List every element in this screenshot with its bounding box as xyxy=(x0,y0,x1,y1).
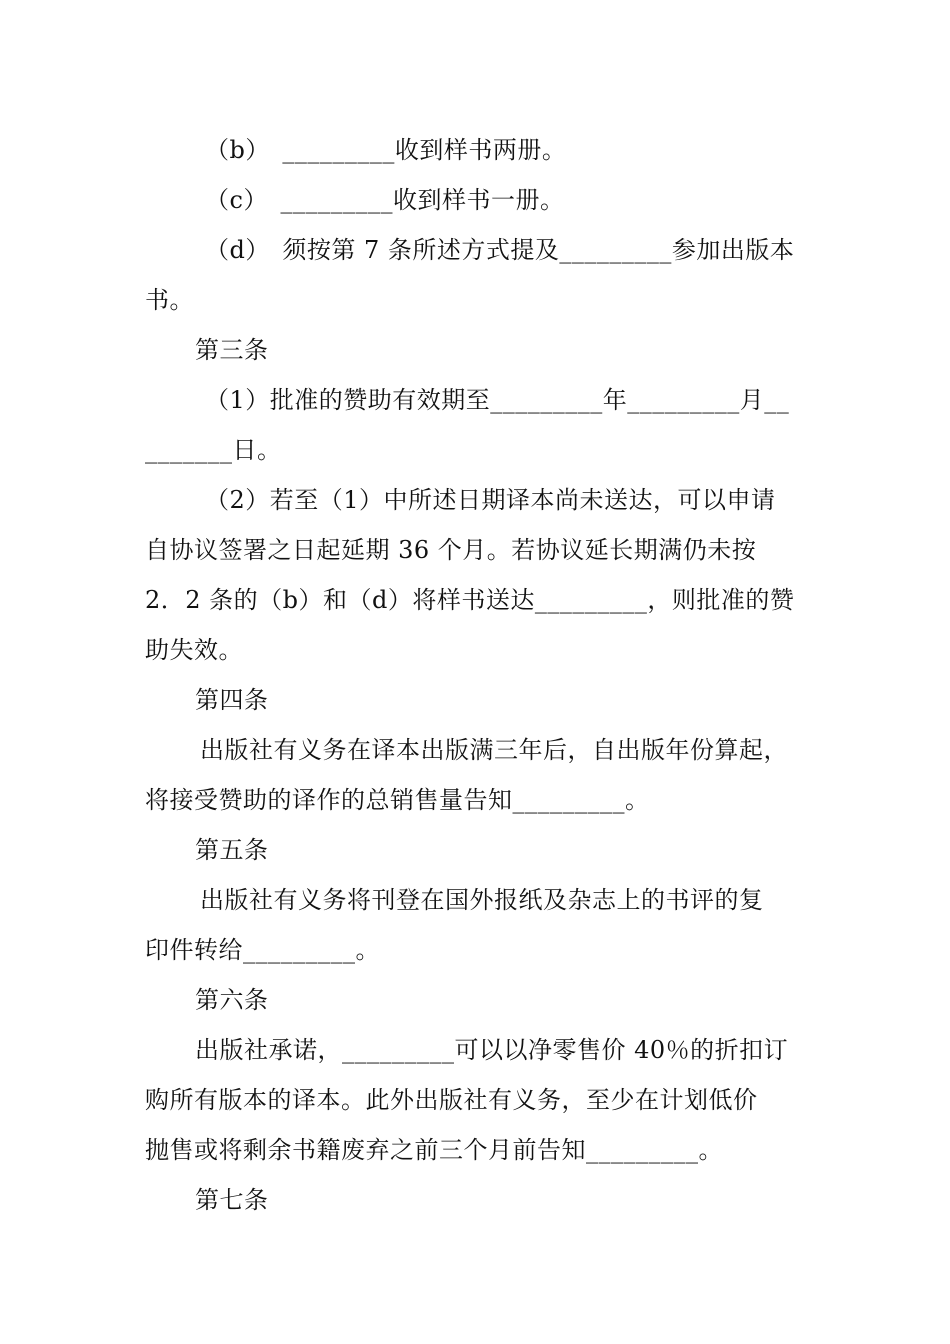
clause-2-2-d: （d） 须按第 7 条所述方式提及_________参加出版本 xyxy=(205,236,795,264)
article-3-paragraph-2: （2）若至（1）中所述日期译本尚未送达，可以申请 xyxy=(205,486,776,514)
article-3-heading: 第三条 xyxy=(195,336,269,364)
article-4-paragraph: 出版社有义务在译本出版满三年后，自出版年份算起， xyxy=(200,736,788,764)
article-3-paragraph-2-line-3: 2．2 条的（b）和（d）将样书送达_________，则批准的赞 xyxy=(145,586,795,614)
article-6-paragraph-line-2: 购所有版本的译本。此外出版社有义务，至少在计划低价 xyxy=(145,1086,758,1114)
article-6-heading: 第六条 xyxy=(195,986,269,1014)
article-6-paragraph-line-3: 抛售或将剩余书籍废弃之前三个月前告知_________。 xyxy=(145,1136,723,1164)
article-4-heading: 第四条 xyxy=(195,686,269,714)
clause-2-2-b: （b） _________收到样书两册。 xyxy=(205,136,567,164)
article-3-paragraph-1: （1）批准的赞助有效期至_________年_________月__ xyxy=(205,386,790,414)
article-3-paragraph-2-line-2: 自协议签署之日起延期 36 个月。若协议延长期满仍未按 xyxy=(145,536,757,564)
article-7-heading: 第七条 xyxy=(195,1186,269,1214)
article-5-heading: 第五条 xyxy=(195,836,269,864)
article-5-paragraph-continued: 印件转给_________。 xyxy=(145,936,380,964)
article-5-paragraph: 出版社有义务将刊登在国外报纸及杂志上的书评的复 xyxy=(200,886,764,914)
article-6-paragraph: 出版社承诺，_________可以以净零售价 40％的折扣订 xyxy=(195,1036,789,1064)
clause-2-2-c: （c） _________收到样书一册。 xyxy=(205,186,565,214)
clause-2-2-d-continued: 书。 xyxy=(145,286,194,314)
article-3-paragraph-1-continued: _______日。 xyxy=(145,436,282,464)
article-3-paragraph-2-line-4: 助失效。 xyxy=(145,636,243,664)
article-4-paragraph-continued: 将接受赞助的译作的总销售量告知_________。 xyxy=(145,786,650,814)
